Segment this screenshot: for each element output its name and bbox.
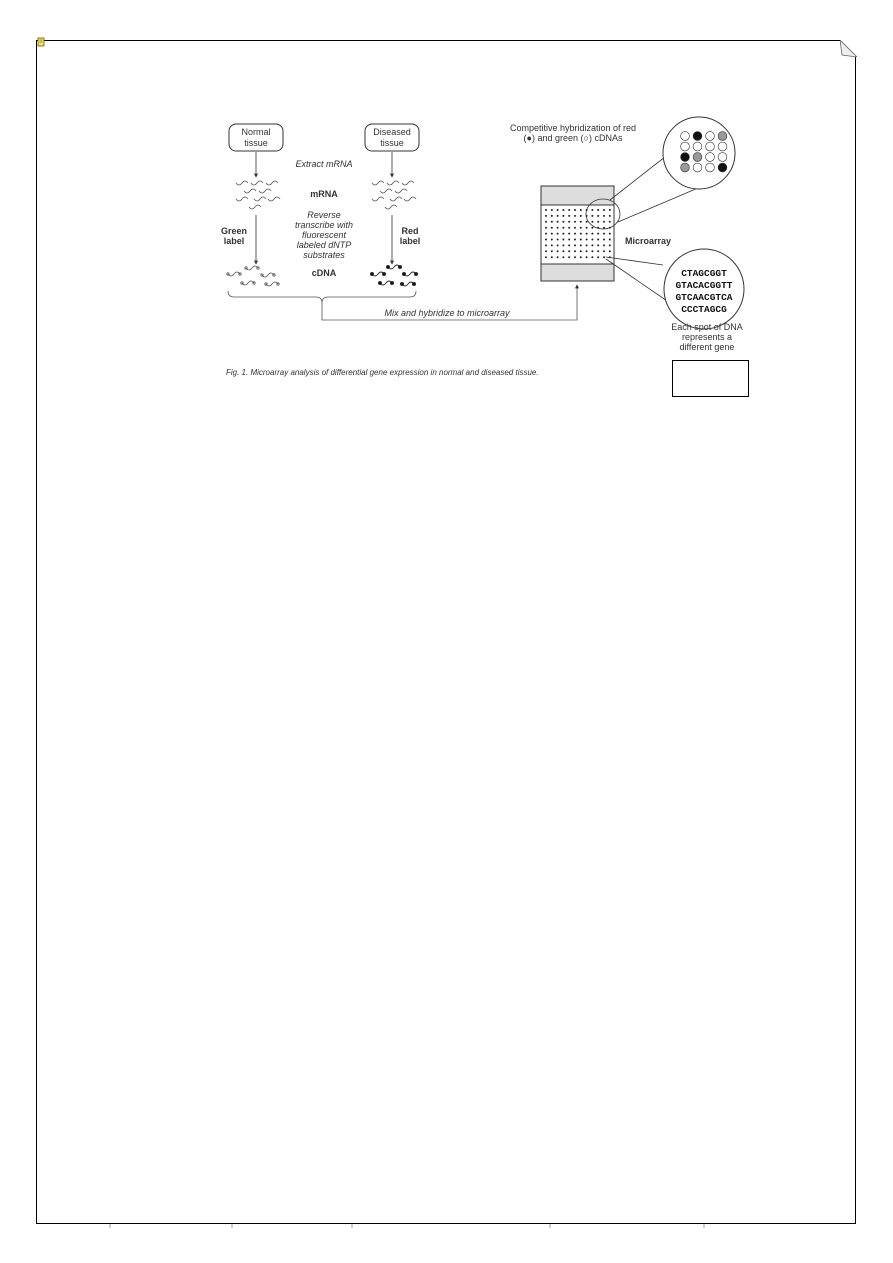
hybridization-spot-white [706,132,715,141]
microarray-spot [568,233,570,235]
microarray-bottom-band [541,264,614,281]
microarray-spot [568,227,570,229]
competitive-hybridization-line-1: Competitive hybridization of red [509,123,637,133]
microarray-spot [545,256,547,258]
microarray-spot [557,256,559,258]
microarray-spot [597,250,599,252]
figure-caption: Fig. 1. Microarray analysis of differential gene expression in normal and diseased tissue. [226,368,539,377]
microarray-spot [551,227,553,229]
microarray-spot [568,215,570,217]
microarray-spot [603,244,605,246]
microarray-spot [551,239,553,241]
microarray-spot [562,215,564,217]
microarray-spot [574,221,576,223]
diseased-cdna-icon [370,265,417,286]
microarray-spot [597,256,599,258]
microarray-spot [580,244,582,246]
red-label-line-1: Red [401,226,419,236]
hybridization-spot-black [693,132,702,141]
microarray-top-band [541,186,614,205]
microarray-spot [568,244,570,246]
microarray-spot [603,256,605,258]
microarray-spot [603,250,605,252]
each-spot-line-3: different gene [679,342,735,352]
combine-brace [228,291,416,303]
microarray-spot [557,239,559,241]
microarray-diagram [0,0,893,420]
microarray-spot [545,244,547,246]
zoom-line-lower-1 [606,257,663,265]
microarray-spot [580,250,582,252]
diseased-tissue-label-2: tissue [380,138,404,148]
microarray-spot [591,221,593,223]
microarray-spot [545,227,547,229]
each-spot-line-1: Each spot of DNA [671,322,743,332]
microarray-spot [574,227,576,229]
microarray-spot [591,215,593,217]
microarray-spot [580,239,582,241]
reverse-transcribe-line-4: labeled dNTP [296,240,352,250]
microarray-spot [603,227,605,229]
microarray-spot [586,239,588,241]
microarray-spot [591,233,593,235]
microarray-spot [597,244,599,246]
hybridization-spot-white [706,153,715,162]
microarray-spot [586,227,588,229]
microarray-spot [591,239,593,241]
normal-tissue-label-1: Normal [241,127,271,137]
hybridization-spot-black [718,163,727,172]
microarray-spot [603,221,605,223]
microarray-spot [545,221,547,223]
reverse-transcribe-line-1: Reverse [307,210,341,220]
microarray-spot [545,209,547,211]
microarray-spot [568,209,570,211]
microarray-spot [580,209,582,211]
microarray-spot [603,239,605,241]
microarray-spot [557,250,559,252]
microarray-spot [574,233,576,235]
microarray-spot [551,215,553,217]
microarray-label: Microarray [625,236,672,246]
microarray-spot [609,215,611,217]
microarray-spot [568,239,570,241]
dna-sequence-line-4: CCCTAGCG [681,304,727,315]
microarray-spot [586,233,588,235]
zoom-line-upper-1 [610,153,670,200]
microarray-spot [580,221,582,223]
microarray-spot [603,233,605,235]
microarray-spot [609,233,611,235]
microarray-spot [551,233,553,235]
microarray-spot [562,233,564,235]
microarray-spot [562,250,564,252]
microarray-spot [609,239,611,241]
hybridization-spot-white [718,142,727,151]
dna-sequence-line-1: CTAGCGGT [681,268,727,279]
microarray-spot [591,256,593,258]
microarray-spot [551,221,553,223]
microarray-spot [580,256,582,258]
microarray-spot [557,209,559,211]
microarray-spot [562,209,564,211]
microarray-spot [591,209,593,211]
hybridization-spot-white [706,163,715,172]
reverse-transcribe-line-3: fluorescent [301,230,347,240]
microarray-spot [580,227,582,229]
microarray-spot [586,250,588,252]
microarray-spot [551,244,553,246]
mix-hybridize-label: Mix and hybridize to microarray [384,308,510,318]
blank-box [672,360,749,397]
microarray-spot [562,221,564,223]
mrna-label: mRNA [310,189,338,199]
microarray-spot [574,215,576,217]
microarray-spot [609,221,611,223]
microarray-spot [574,244,576,246]
microarray-spot [551,250,553,252]
microarray-spot [568,250,570,252]
microarray-spot [597,239,599,241]
each-spot-line-2: represents a [681,332,733,342]
microarray-spot [609,209,611,211]
microarray-spot [551,209,553,211]
reverse-transcribe-line-5: substrates [303,250,345,260]
microarray-spot [603,209,605,211]
microarray-spot [574,256,576,258]
microarray-spot [591,244,593,246]
diseased-tissue-label-1: Diseased [373,127,411,137]
zoom-line-lower-2 [606,259,670,303]
footer-ticks [36,1224,856,1228]
hybridization-spot-white [706,142,715,151]
microarray-spot [568,256,570,258]
microarray-spot [562,227,564,229]
microarray-spot [557,244,559,246]
microarray-spot [603,215,605,217]
hybridization-spot-white [681,132,690,141]
normal-tissue-label-2: tissue [244,138,268,148]
microarray-spot [609,250,611,252]
microarray-spot [597,215,599,217]
cdna-label: cDNA [311,268,337,278]
zoom-line-upper-2 [618,188,698,222]
hybridization-spot-white [693,163,702,172]
microarray-spot [557,227,559,229]
hybridization-spot-white [681,142,690,151]
microarray-spot [574,239,576,241]
diseased-mrna-icon [372,181,416,209]
hybridization-spot-white [693,142,702,151]
microarray-spot [597,233,599,235]
microarray-spot [545,233,547,235]
microarray-spot [551,256,553,258]
hybridization-spot-white [718,153,727,162]
microarray-spot [591,227,593,229]
dna-sequence-line-3: GTCAACGTCA [675,292,733,303]
microarray-spot [580,233,582,235]
red-label-line-2: label [399,236,421,246]
microarray-spot [586,221,588,223]
microarray-spot [562,256,564,258]
green-label-line-1: Green [220,226,248,236]
microarray-spot [545,215,547,217]
normal-cdna-icon [227,266,279,286]
green-label-line-2: label [223,236,245,246]
dna-sequence-line-2: GTACACGGTT [675,280,733,291]
hybridization-spot-gray [693,153,702,162]
microarray-spot [562,244,564,246]
hybridization-spot-gray [718,132,727,141]
normal-mrna-icon [236,181,280,209]
microarray-spot [574,209,576,211]
microarray-spot [557,215,559,217]
microarray-spot [586,244,588,246]
hybridization-spot-black [681,153,690,162]
microarray-spot [557,221,559,223]
microarray-spot [557,233,559,235]
microarray-spot [568,221,570,223]
microarray-spot [580,215,582,217]
microarray-spot [597,209,599,211]
microarray-spot [545,250,547,252]
microarray-spot [591,250,593,252]
competitive-hybridization-line-2: (●) and green (○) cDNAs [523,133,623,143]
reverse-transcribe-line-2: transcribe with [294,220,354,230]
microarray-spot [574,250,576,252]
extract-mrna-label: Extract mRNA [295,159,353,169]
hybridization-spot-gray [681,163,690,172]
microarray-spot [562,239,564,241]
microarray-spot [586,256,588,258]
microarray-spot [609,244,611,246]
microarray-spot [597,221,599,223]
microarray-spot [545,239,547,241]
